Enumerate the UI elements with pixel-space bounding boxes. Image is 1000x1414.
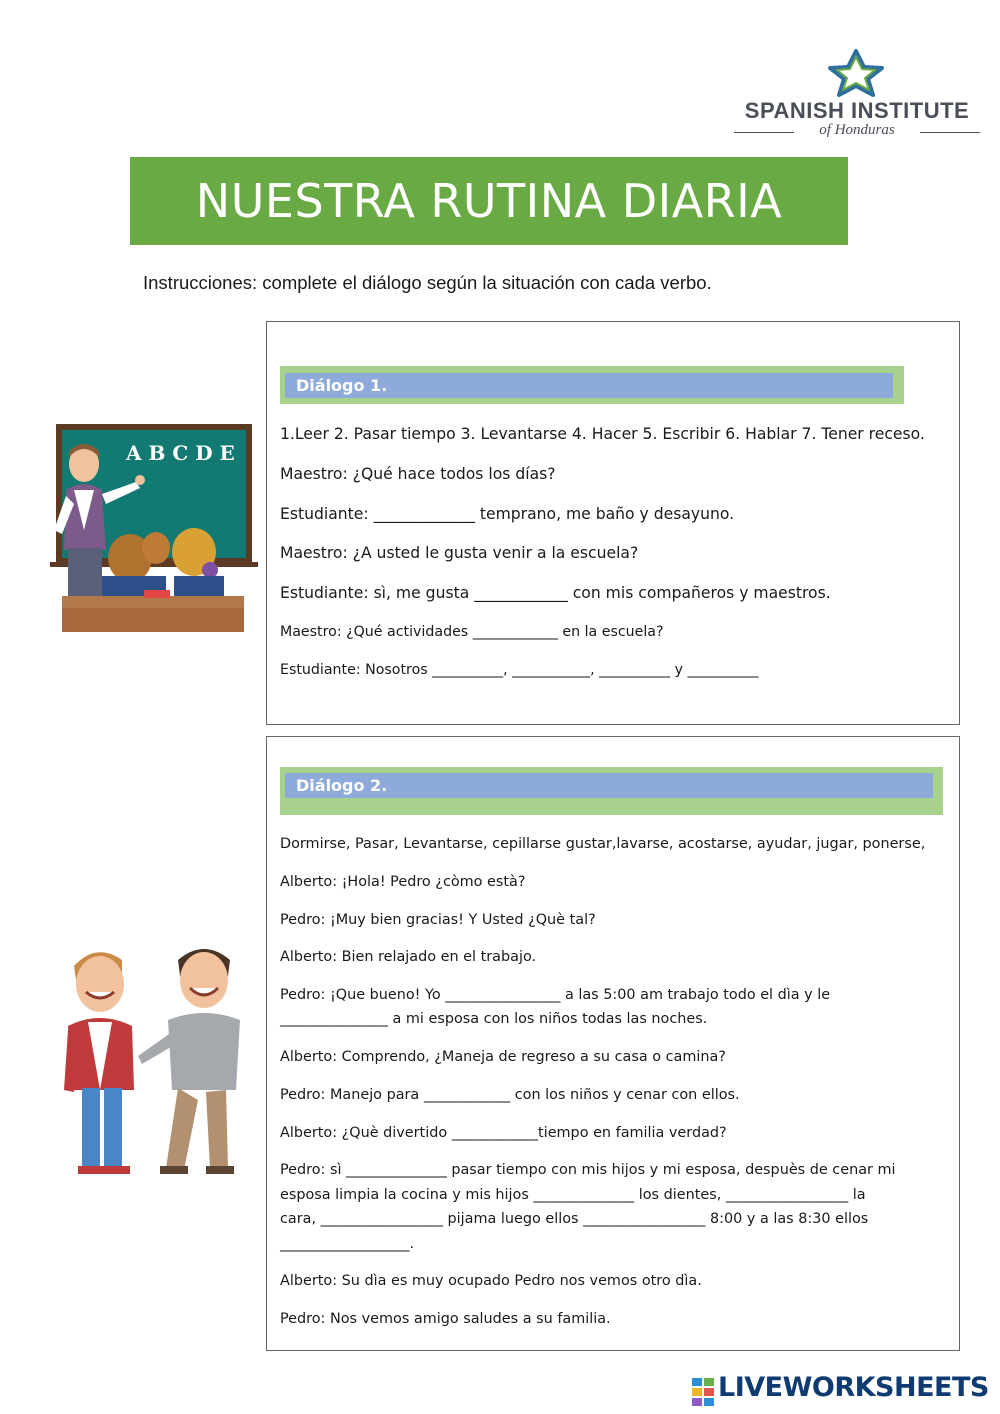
- dialog-2-line: Alberto: Comprendo, ¿Maneja de regreso a su casa o camina?: [280, 1049, 726, 1065]
- page-title: NUESTRA RUTINA DIARIA: [195, 174, 783, 228]
- dialog-1-line: Estudiante: sì, me gusta ____________ con mis compañeros y maestros.: [280, 584, 831, 602]
- footer-brand: LIVEWORKSHEETS: [718, 1372, 989, 1403]
- blackboard-letters: A B C D E: [126, 441, 235, 465]
- dialog-1-line: Maestro: ¿Qué hace todos los días?: [280, 465, 556, 483]
- dialog-2-line: _______________ a mi esposa con los niños todas las noches.: [280, 1011, 708, 1027]
- dialog-2-verb-list: Dormirse, Pasar, Levantarse, cepillarse gustar,lavarse, acostarse, ayudar, jugar, ponerse,: [280, 836, 926, 852]
- dialog-1-header: Diálogo 1.: [285, 373, 893, 398]
- dialog-2-line: Pedro: sì ______________ pasar tiempo con mis hijos y mi esposa, despuès de cenar mi: [280, 1162, 896, 1178]
- dialog-2-line: Alberto: Su dìa es muy ocupado Pedro nos vemos otro dìa.: [280, 1273, 702, 1289]
- dialog-2-line: esposa limpia la cocina y mis hijos ______________ los dientes, _________________ la: [280, 1187, 866, 1203]
- logo-name: SPANISH INSTITUTE: [744, 98, 970, 123]
- dialog-2-line: Pedro: Nos vemos amigo saludes a su familia.: [280, 1311, 611, 1327]
- dialog-1-box: [266, 321, 960, 725]
- dialog-1-line: Estudiante: _____________ temprano, me baño y desayuno.: [280, 505, 735, 523]
- dialog-1-line: Maestro: ¿A usted le gusta venir a la escuela?: [280, 544, 639, 562]
- dialog-1-verb-list: 1.Leer 2. Pasar tiempo 3. Levantarse 4. Hacer 5. Escribir 6. Hablar 7. Tener receso.: [280, 425, 925, 443]
- logo-rule-right: [920, 132, 980, 133]
- dialog-2-box: [266, 736, 960, 1351]
- dialog-2-line: Alberto: Bien relajado en el trabajo.: [280, 949, 537, 965]
- dialog-2-header: Diálogo 2.: [285, 773, 933, 798]
- dialog-1-line: Maestro: ¿Qué actividades ____________ en la escuela?: [280, 624, 664, 640]
- dialog-2-line: Alberto: ¿Què divertido ____________tiempo en familia verdad?: [280, 1125, 727, 1141]
- dialog-2-line: cara, _________________ pijama luego ellos _________________ 8:00 y a las 8:30 ellos: [280, 1211, 869, 1227]
- dialog-2-line: Alberto: ¡Hola! Pedro ¿còmo està?: [280, 874, 526, 890]
- logo-subtitle: of Honduras: [819, 122, 895, 138]
- star-icon: [820, 48, 892, 98]
- dialog-2-line: Pedro: Manejo para ____________ con los niños y cenar con ellos.: [280, 1087, 740, 1103]
- dialog-2-line: __________________.: [280, 1236, 415, 1252]
- friends-illustration: [60, 940, 250, 1182]
- instructions-text: Instrucciones: complete el diálogo según la situación con cada verbo.: [143, 272, 712, 293]
- dialog-1-line: Estudiante: Nosotros __________, ___________, __________ y __________: [280, 662, 759, 678]
- dialog-2-line: Pedro: ¡Muy bien gracias! Y Usted ¿Què tal?: [280, 912, 596, 928]
- dialog-2-line: Pedro: ¡Que bueno! Yo ________________ a las 5:00 am trabajo todo el dìa y le: [280, 987, 831, 1003]
- liveworksheets-icon: [692, 1374, 716, 1408]
- classroom-illustration: [44, 420, 262, 634]
- institute-logo: [728, 48, 986, 148]
- title-banner: [130, 157, 848, 245]
